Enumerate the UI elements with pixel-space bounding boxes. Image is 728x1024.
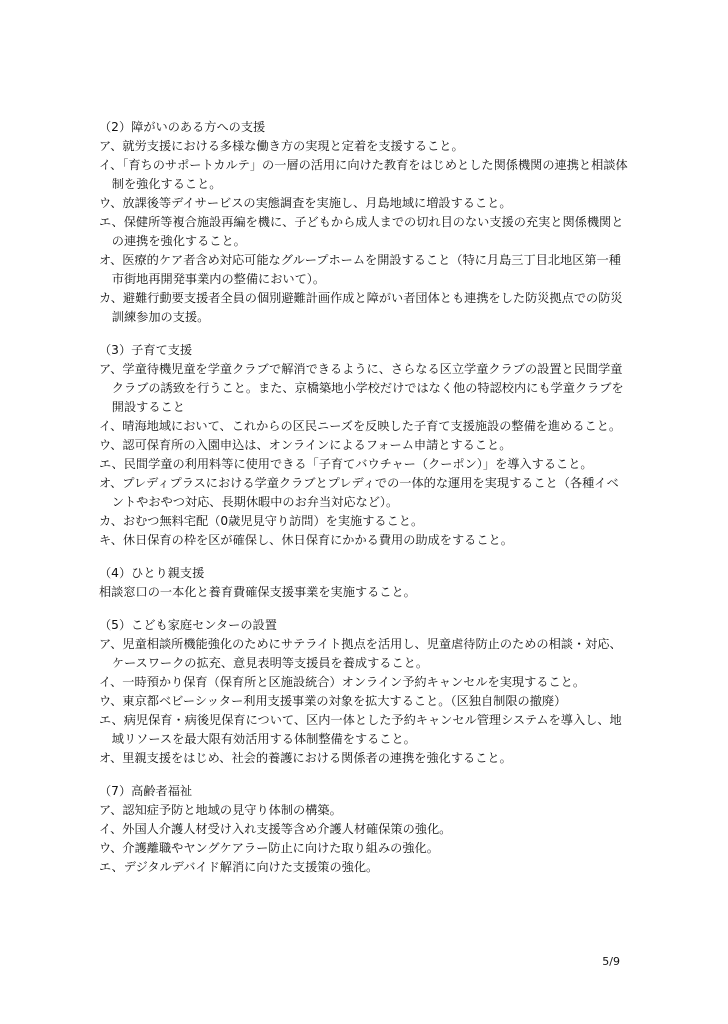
list-item: イ、晴海地域において、これからの区民ニーズを反映した子育て支援施設の整備を進めること。 bbox=[99, 419, 622, 433]
list-item: オ、プレディプラスにおける学童クラブとプレディでの一体的な運用を実現すること（各種イベントやおやつ対応、長期休暇中のお弁当対応など）。 bbox=[99, 476, 619, 509]
list-item: ウ、認可保育所の入園申込は、オンラインによるフォーム申請とすること。 bbox=[99, 438, 512, 452]
list-item: 相談窓口の一本化と養育費確保支援事業を実施すること。 bbox=[99, 585, 416, 599]
list-item: エ、保健所等複合施設再編を機に、子どもから成人までの切れ目のない支援の充実と関係機関との連携を強化すること。 bbox=[99, 215, 624, 248]
list-item: ア、就労支援における多様な働き方の実現と定着を支援すること。 bbox=[99, 139, 464, 153]
list-item: ウ、放課後等デイサービスの実態調査を実施し、月島地域に増設すること。 bbox=[99, 196, 512, 210]
list-item: エ、民間学童の利用料等に使用できる「子育てバウチャー（クーポン）」を導入すること。 bbox=[99, 457, 593, 471]
list-item: ウ、東京都ベビーシッター利用支援事業の対象を拡大すること。（区独自制限の撤廃） bbox=[99, 694, 567, 708]
section-title: （4）ひとり親支援 bbox=[99, 566, 205, 580]
section-title: （2）障がいのある方への支援 bbox=[99, 120, 266, 134]
list-item: ア、児童相談所機能強化のためにサテライト拠点を活用し、児童虐待防止のための相談・対応、ケースワークの拡充、意見表明等支援員を養成すること。 bbox=[99, 637, 622, 670]
list-item: エ、デジタルデバイド解消に向けた支援策の強化。 bbox=[99, 860, 379, 874]
page-number: 5/9 bbox=[602, 955, 620, 968]
section-disability-support bbox=[99, 118, 629, 327]
document-body bbox=[99, 118, 629, 891]
section-title: （7）高齢者福祉 bbox=[99, 784, 193, 798]
list-item: カ、避難行動要支援者全員の個別避難計画作成と障がい者団体とも連携をした防災拠点での防災訓練参加の支援。 bbox=[99, 291, 623, 324]
section-family-center bbox=[99, 616, 629, 768]
list-item: イ、一時預かり保育（保育所と区施設統合）オンライン予約キャンセルを実現すること。 bbox=[99, 675, 586, 689]
section-elderly-welfare bbox=[99, 782, 629, 877]
list-item: オ、医療的ケア者含め対応可能なグループホームを開設すること（特に月島三丁目北地区第一種市街地再開発事業内の整備において）。 bbox=[99, 253, 621, 286]
list-item: イ、「育ちのサポートカルテ」の一層の活用に向けた教育をはじめとした関係機関の連携と相談体制を強化すること。 bbox=[99, 158, 628, 191]
list-item: ア、認知症予防と地域の見守り体制の構築。 bbox=[99, 803, 342, 817]
section-single-parent-support bbox=[99, 564, 629, 602]
list-item: カ、おむつ無料宅配（0歳児見守り訪問）を実施すること。 bbox=[99, 514, 424, 528]
section-title: （3）子育て支援 bbox=[99, 343, 193, 357]
list-item: イ、外国人介護人材受け入れ支援等含め介護人材確保策の強化。 bbox=[99, 822, 452, 836]
section-title: （5）こども家庭センターの設置 bbox=[99, 618, 277, 632]
list-item: キ、休日保育の枠を区が確保し、休日保育にかかる費用の助成をすること。 bbox=[99, 533, 513, 547]
list-item: エ、病児保育・病後児保育について、区内一体とした予約キャンセル管理システムを導入し、地域リソースを最大限有効活用する体制整備をすること。 bbox=[99, 713, 622, 746]
list-item: ウ、介護離職やヤングケアラー防止に向けた取り組みの強化。 bbox=[99, 841, 439, 855]
section-childcare-support bbox=[99, 341, 629, 550]
list-item: ア、学童待機児童を学童クラブで解消できるように、さらなる区立学童クラブの設置と民間学童クラブの誘致を行うこと。また、京橋築地小学校だけではなく他の特認校内にも学童クラブを開設すること bbox=[99, 362, 624, 414]
list-item: オ、里親支援をはじめ、社会的養護における関係者の連携を強化すること。 bbox=[99, 751, 512, 765]
